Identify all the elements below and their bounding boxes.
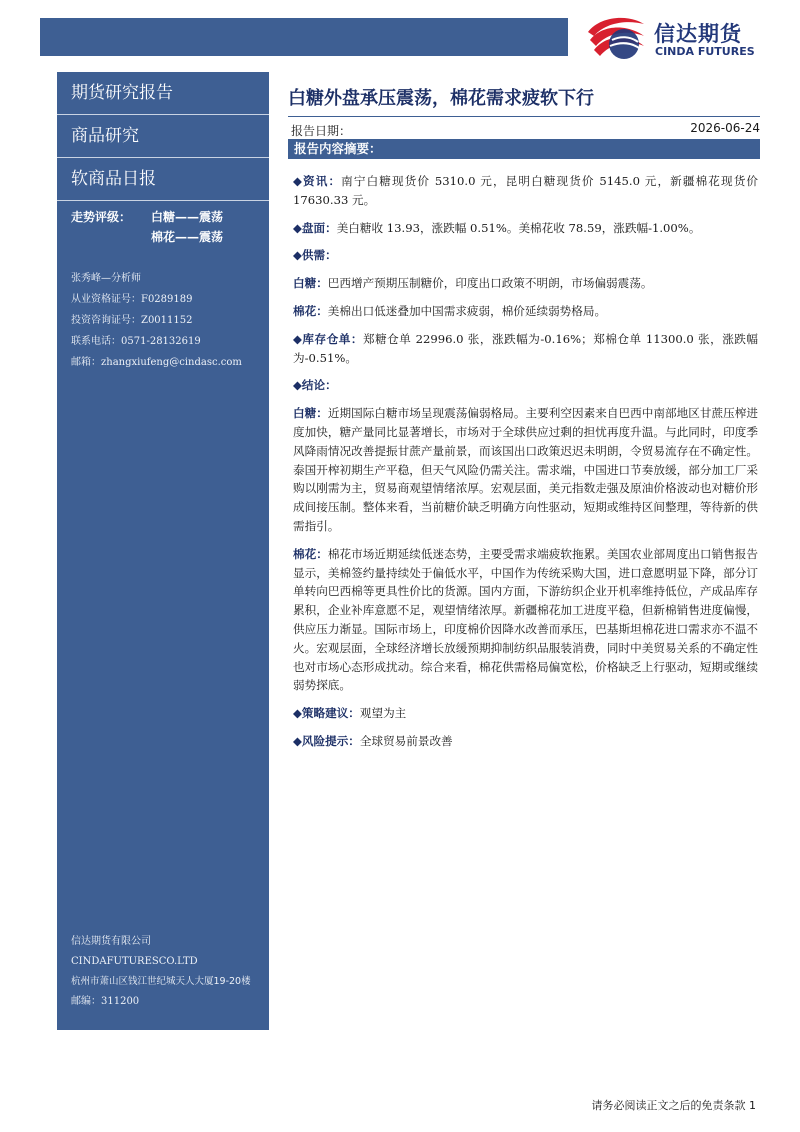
cinda-logo-icon [584,14,648,62]
conclusion-sugar-text: 近期国际白糖市场呈现震荡偏弱格局。主要利空因素来自巴西中南部地区甘蔗压榨进度加快，糖产量同比显著增长，市场对于全球供应过剩的担忧再度升温。与此同时，印度季风降雨情况改善提振甘蔗产量前景，而该国出口政策迟迟未明朗，令贸易流存在不确定性。泰国开榨初期生产平稳，但天气风险仍需关注。需求端，中国进口节奏放缓，部分加工厂采购以刚需为主，贸易商观望情绪浓厚。宏观层面，美元指数走强及原油价格波动也对糖价形成间接压制。整体来看，当前糖价缺乏明确方向性驱动，短期或维持区间整理，等待新的供需指引。 [293,406,758,533]
company-site: CINDAFUTURESCO.LTD [71,956,198,967]
rating-cotton: 棉花——震荡 [151,230,224,244]
rating-label: 走势评级： [71,210,132,224]
analyst-email: 邮箱：zhangxiufeng@cindasc.com [71,357,242,368]
strategy-text: 观望为主 [359,706,407,721]
report-date-label: 报告日期： [291,124,352,138]
info-section [293,172,758,210]
analyst-name: 张秀峰—分析师 [71,273,141,284]
logo-cn-text: 信达期货 [654,22,742,46]
risk-section [293,732,758,751]
supply-sugar-text: 巴西增产预期压制糖价，印度出口政策不明朗，市场偏弱震荡。 [327,276,653,291]
trend-rating [57,201,269,247]
supply-heading: ◆供需： [293,248,337,263]
page-number: 1 [749,1099,756,1112]
conclusion-sugar [293,404,758,536]
strategy-section [293,704,758,723]
rating-sugar: 白糖——震荡 [151,210,224,224]
analyst-phone: 联系电话：0571-28132619 [71,336,201,347]
conclusion-cotton-text: 棉花市场近期延续低迷态势，主要受需求端疲软拖累。美国农业部周度出口销售报告显示，美棉签约量持续处于偏低水平，中国作为传统采购大国，进口意愿明显下降，部分订单转向巴西棉等更具性价比的货源。国内方面，下游纺织企业开机率维持低位，产成品库存累积，企业补库意愿不足，观望情绪浓厚。新疆棉花加工进度平稳，但新棉销售进度偏慢，供应压力渐显。国际市场上，印度棉价因降水改善而承压，巴基斯坦棉花进口需求亦不温不火。宏观层面，全球经济增长放缓预期抑制纺织品服装消费，同时中美贸易关系的不确定性也对市场心态形成扰动。综合来看，棉花供需格局偏宽松，价格缺乏上行驱动，短期或继续弱势探底。 [293,546,758,693]
supply-section [293,246,758,265]
supply-sugar [293,274,758,293]
company-zip: 邮编：311200 [71,996,140,1007]
supply-cotton-text: 美棉出口低迷叠加中国需求疲弱，棉价延续弱势格局。 [327,303,607,318]
title-divider [288,116,760,117]
sidebar-item-commodity: 商品研究 [57,115,269,158]
risk-heading: ◆风险提示： [293,733,360,748]
analyst-info [71,268,242,373]
page-footer [592,1097,757,1113]
board-section [293,219,758,238]
report-date: 2026-06-24 [690,121,760,135]
conclusion-heading: ◆结论： [293,378,337,393]
report-body [293,172,758,760]
report-title: 白糖外盘承压震荡，棉花需求疲软下行 [288,88,594,109]
analyst-consult: 投资咨询证号：Z0011152 [71,315,193,326]
risk-text: 全球贸易前景改善 [359,733,453,748]
analyst-qualification: 从业资格证号：F0289189 [71,294,193,305]
conclusion-cotton-heading: 棉花： [293,546,328,561]
summary-header: 报告内容摘要： [288,139,760,159]
conclusion-section [293,376,758,395]
info-heading: ◆资讯： [293,174,342,188]
stock-text: 郑糖仓单 22996.0 张，涨跌幅为-0.16%；郑棉仓单 11300.0 张，涨跌幅为-0.51%。 [293,331,758,365]
logo-en-text: CINDA FUTURES [655,45,755,58]
sidebar [57,72,269,1030]
supply-cotton [293,302,758,321]
company-address: 杭州市萧山区钱江世纪城天人大厦19-20楼 [71,976,251,987]
board-text: 美白糖收 13.93，涨跌幅 0.51%。美棉花收 78.59，涨跌幅-1.00%。 [336,220,701,235]
supply-sugar-heading: 白糖： [293,276,328,291]
conclusion-sugar-heading: 白糖： [293,406,328,421]
conclusion-cotton [293,545,758,695]
cinda-logo [584,14,774,62]
board-heading: ◆盘面： [293,220,337,235]
stock-heading: ◆库存仓单： [293,331,363,346]
info-text: 南宁白糖现货价 5310.0 元，昆明白糖现货价 5145.0 元，新疆棉花现货价 17630.33 元。 [293,174,758,207]
stock-section [293,330,758,368]
sidebar-item-report-type: 期货研究报告 [57,72,269,115]
header-bar [40,18,568,56]
sidebar-item-daily: 软商品日报 [57,158,269,201]
disclaimer-note: 请务必阅读正文之后的免责条款 [591,1099,746,1112]
supply-cotton-heading: 棉花： [293,303,328,318]
company-info [71,932,251,1012]
strategy-heading: ◆策略建议： [293,706,360,721]
company-name: 信达期货有限公司 [71,936,151,947]
